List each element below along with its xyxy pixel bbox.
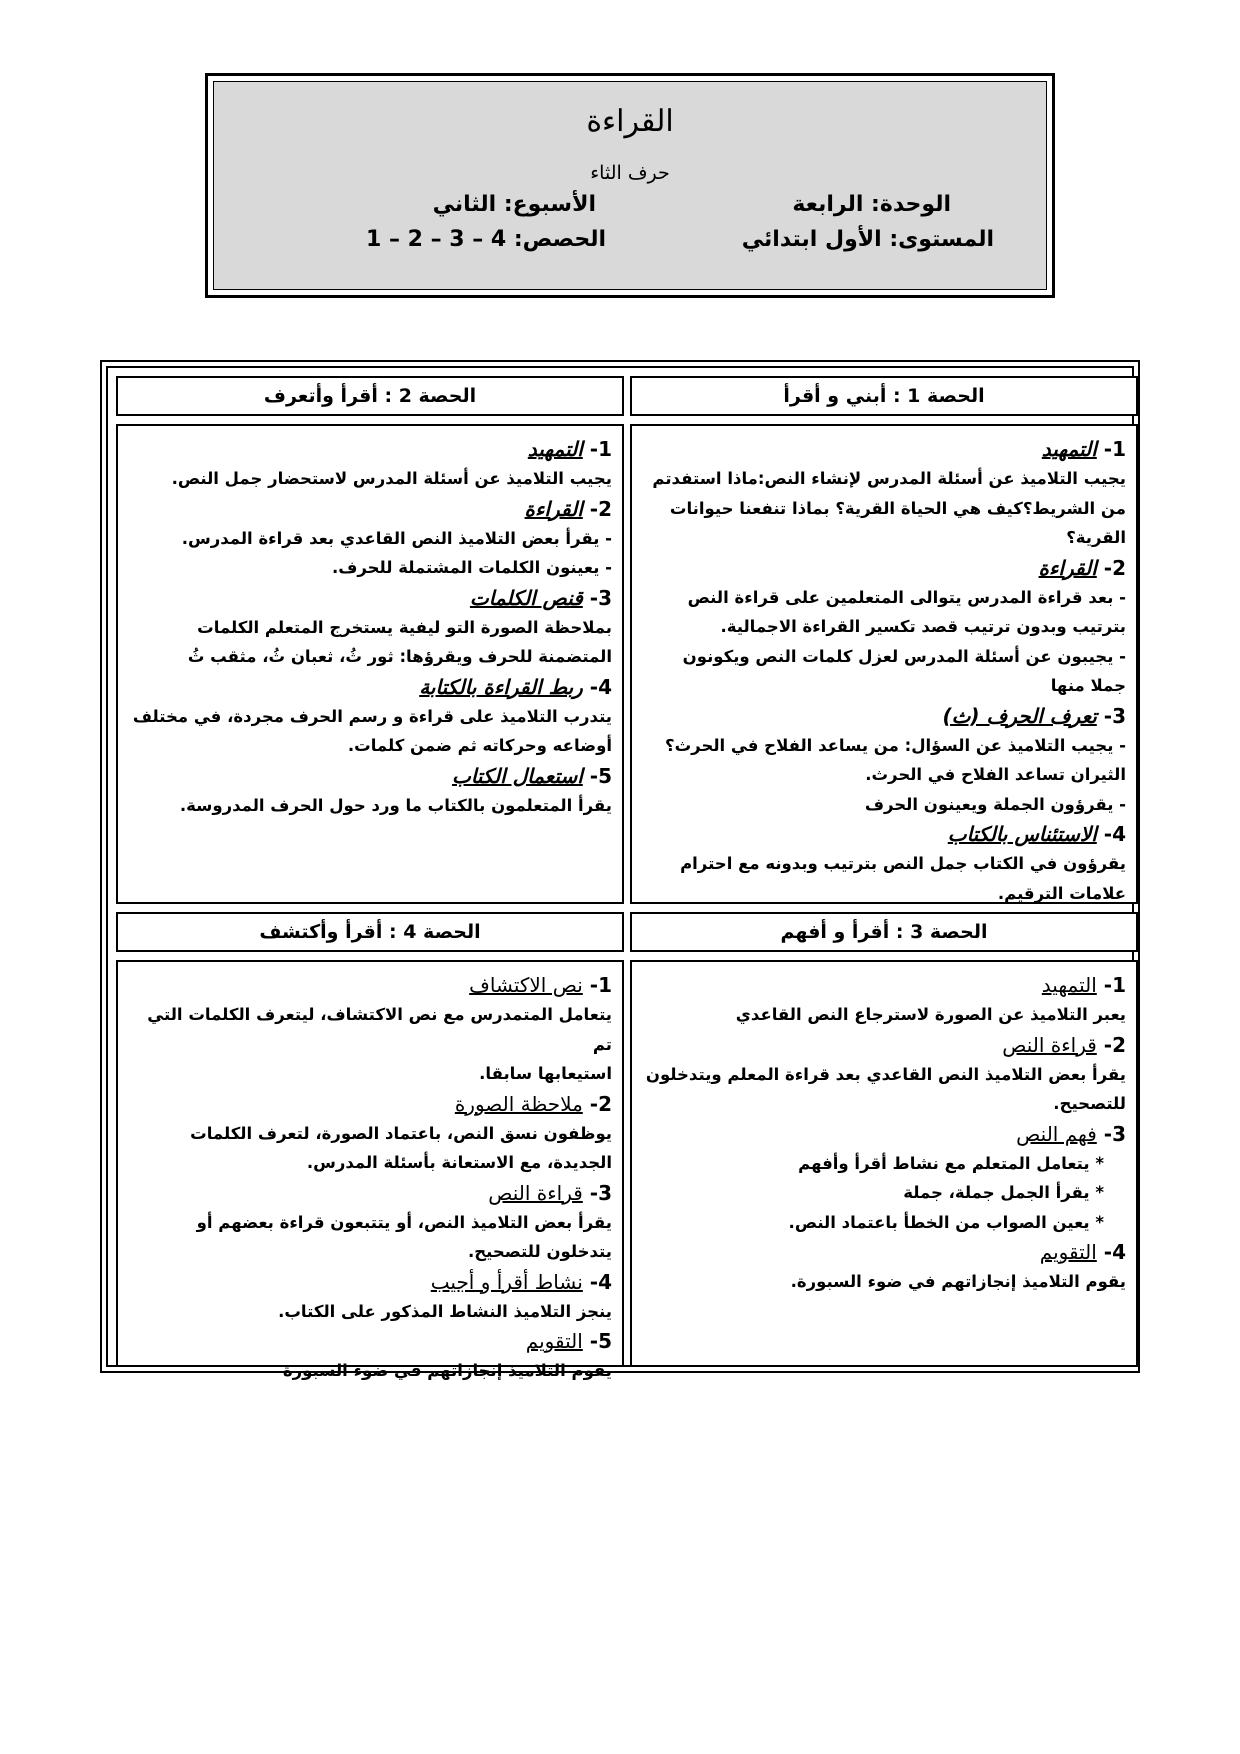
section-number: 2- xyxy=(1103,555,1126,580)
section-text: يعبر التلاميذ عن الصورة لاسترجاع النص القاعدي xyxy=(735,1005,1126,1024)
section-label: التمهيد xyxy=(527,437,583,461)
section-text: يتعامل المتمدرس مع نص الاكتشاف، ليتعرف الكلمات التي تم xyxy=(147,1005,612,1054)
section-number: 1- xyxy=(1103,437,1126,461)
section-title xyxy=(128,1267,612,1297)
section-number: 4- xyxy=(589,1269,612,1294)
lesson-subtitle: حرف الثاء xyxy=(590,162,670,184)
section-text: - يعينون الكلمات المشتملة للحرف. xyxy=(331,558,612,577)
section-title xyxy=(642,1119,1126,1149)
section-text: - يجيبون عن أسئلة المدرس لعزل كلمات النص ويكونون xyxy=(682,646,1126,666)
section-title xyxy=(128,1178,612,1208)
sessions-table xyxy=(100,360,1140,1380)
period-3-body xyxy=(630,960,1138,1367)
section-text: يتدرب التلاميذ على قراءة و رسم الحرف مجردة، في مختلف xyxy=(132,706,612,726)
week-field: الأسبوع: الثاني xyxy=(432,192,596,217)
section-text: يقوم التلاميذ إنجازاتهم في ضوء السبورة xyxy=(282,1361,612,1380)
section-label: التقويم xyxy=(525,1329,583,1353)
section-number: 5- xyxy=(589,763,612,788)
section-label: التمهيد xyxy=(1041,437,1097,461)
section-text: - يقرأ بعض التلاميذ النص القاعدي بعد قراءة المدرس. xyxy=(181,528,612,548)
section-text: يجيب التلاميذ عن أسئلة المدرس لإنشاء النص:ماذا استفدتم xyxy=(652,469,1126,488)
section-title xyxy=(128,434,612,464)
sessions-table-inner xyxy=(106,366,1134,1380)
section-title xyxy=(642,1030,1126,1060)
section-title xyxy=(642,434,1126,464)
section-text: ينجز التلاميذ النشاط المذكور على الكتاب. xyxy=(278,1301,612,1321)
lesson-header-panel xyxy=(213,81,1047,290)
section-label: ملاحظة الصورة xyxy=(454,1091,583,1116)
section-title xyxy=(642,701,1126,731)
section-label: فهم النص xyxy=(1016,1121,1097,1146)
period-1-body xyxy=(630,424,1138,904)
section-text: يجيب التلاميذ عن أسئلة المدرس لاستحضار جمل النص. xyxy=(171,469,612,488)
section-text: - يجيب التلاميذ عن السؤال: من يساعد الفلاح في الحرث؟ xyxy=(665,735,1126,755)
section-text: علامات الترقيم. xyxy=(997,883,1126,903)
section-text: استيعابها سابقا. xyxy=(479,1064,612,1083)
section-number: 5- xyxy=(589,1329,612,1353)
section-text: يقرأ بعض التلاميذ النص القاعدي بعد قراءة المعلم ويتدخلون xyxy=(645,1064,1126,1084)
section-label: ربط القراءة بالكتابة xyxy=(419,674,583,699)
section-label: قراءة النص xyxy=(488,1180,583,1205)
bullet-item: * يعين الصواب من الخطأ باعتماد النص. xyxy=(788,1212,1104,1232)
period-4-body xyxy=(116,960,624,1380)
section-number: 4- xyxy=(1103,1240,1126,1264)
section-text: - يقرؤون الجملة ويعينون الحرف xyxy=(864,794,1126,814)
section-text: يوظفون نسق النص، باعتماد الصورة، لتعرف الكلمات xyxy=(190,1123,612,1143)
section-text: من الشريط؟كيف هي الحياة القرية؟ بماذا تنفعنا حيوانات xyxy=(669,498,1126,518)
period-3-heading: الحصة 3 : أقرأ و أفهم xyxy=(630,912,1138,952)
section-number: 3- xyxy=(1103,1121,1126,1146)
section-title xyxy=(642,819,1126,849)
section-text: يقرأ بعض التلاميذ النص، أو يتتبعون قراءة بعضهم أو xyxy=(196,1212,612,1232)
section-number: 1- xyxy=(1103,973,1126,997)
lesson-title: القراءة xyxy=(586,104,674,139)
period-2-body xyxy=(116,424,624,904)
section-number: 1- xyxy=(589,437,612,461)
section-label: الاستئناس بالكتاب xyxy=(947,822,1097,846)
section-title xyxy=(642,553,1126,583)
section-title xyxy=(128,672,612,702)
section-number: 4- xyxy=(1103,822,1126,846)
section-title xyxy=(128,1326,612,1356)
section-title xyxy=(128,583,612,613)
section-label: قنص الكلمات xyxy=(469,585,583,610)
period-4-heading: الحصة 4 : أقرأ وأكتشف xyxy=(116,912,624,952)
section-text: يقوم التلاميذ إنجازاتهم في ضوء السبورة. xyxy=(790,1272,1126,1291)
section-label: القراءة xyxy=(524,496,583,521)
bullet-item: * يقرأ الجمل جملة، جملة xyxy=(903,1183,1104,1202)
period-2-heading: الحصة 2 : أقرأ وأتعرف xyxy=(116,376,624,416)
section-label: استعمال الكتاب xyxy=(451,763,583,788)
section-title xyxy=(128,494,612,524)
section-text: جملا منها xyxy=(1050,676,1126,695)
periods-field xyxy=(366,227,606,252)
section-label: نص الاكتشاف xyxy=(469,973,583,997)
section-text: أوضاعه وحركاته ثم ضمن كلمات. xyxy=(347,736,612,755)
section-title xyxy=(642,970,1126,1000)
section-text: الجديدة، مع الاستعانة بأسئلة المدرس. xyxy=(306,1153,612,1172)
section-label: التقويم xyxy=(1039,1240,1097,1264)
section-text: للتصحيح. xyxy=(1053,1094,1126,1113)
section-number: 1- xyxy=(589,973,612,997)
section-text: المتضمنة للحرف ويقرؤها: ثور ثُ، ثعبان ثُ، مثقب ثُ xyxy=(187,647,612,666)
section-title xyxy=(128,1089,612,1119)
periods-label: الحصص: xyxy=(513,227,606,252)
section-text: - بعد قراءة المدرس يتوالى المتعلمين على قراءة النص xyxy=(687,587,1126,607)
section-label: تعرف الحرف (ث) xyxy=(942,703,1097,728)
section-text: يقرأ المتعلمون بالكتاب ما ورد حول الحرف المدروسة. xyxy=(179,795,612,815)
section-text: الثيران تساعد الفلاح في الحرث. xyxy=(865,765,1126,784)
section-number: 3- xyxy=(589,1180,612,1205)
section-label: قراءة النص xyxy=(1002,1032,1097,1057)
section-number: 2- xyxy=(589,496,612,521)
section-number: 3- xyxy=(1103,703,1126,728)
level-field: المستوى: الأول ابتدائي xyxy=(741,227,994,252)
period-1-heading: الحصة 1 : أبني و أقرأ xyxy=(630,376,1138,416)
unit-field: الوحدة: الرابعة xyxy=(792,192,951,217)
section-text: يقرؤون في الكتاب جمل النص بترتيب وبدونه مع احترام xyxy=(680,854,1126,873)
section-text: بترتيب وبدون ترتيب قصد تكسير القراءة الاجمالية. xyxy=(720,617,1126,636)
section-label: التمهيد xyxy=(1041,973,1097,997)
section-text: يتدخلون للتصحيح. xyxy=(468,1242,612,1261)
section-number: 2- xyxy=(1103,1032,1126,1057)
section-label: القراءة xyxy=(1038,555,1097,580)
section-number: 3- xyxy=(589,585,612,610)
section-text: القرية؟ xyxy=(1066,528,1126,547)
periods-value: 1 – 2 – 3 – 4 xyxy=(365,227,507,252)
section-title xyxy=(642,1237,1126,1267)
section-title xyxy=(128,970,612,1000)
section-label: نشاط أقرأ و أجيب xyxy=(430,1269,583,1294)
section-number: 4- xyxy=(589,674,612,699)
section-number: 2- xyxy=(589,1091,612,1116)
section-title xyxy=(128,761,612,791)
bullet-item: * يتعامل المتعلم مع نشاط أقرأ وأفهم xyxy=(798,1153,1104,1173)
lesson-header xyxy=(205,73,1055,298)
section-text: بملاحظة الصورة التو ليفية يستخرج المتعلم الكلمات xyxy=(197,617,612,637)
